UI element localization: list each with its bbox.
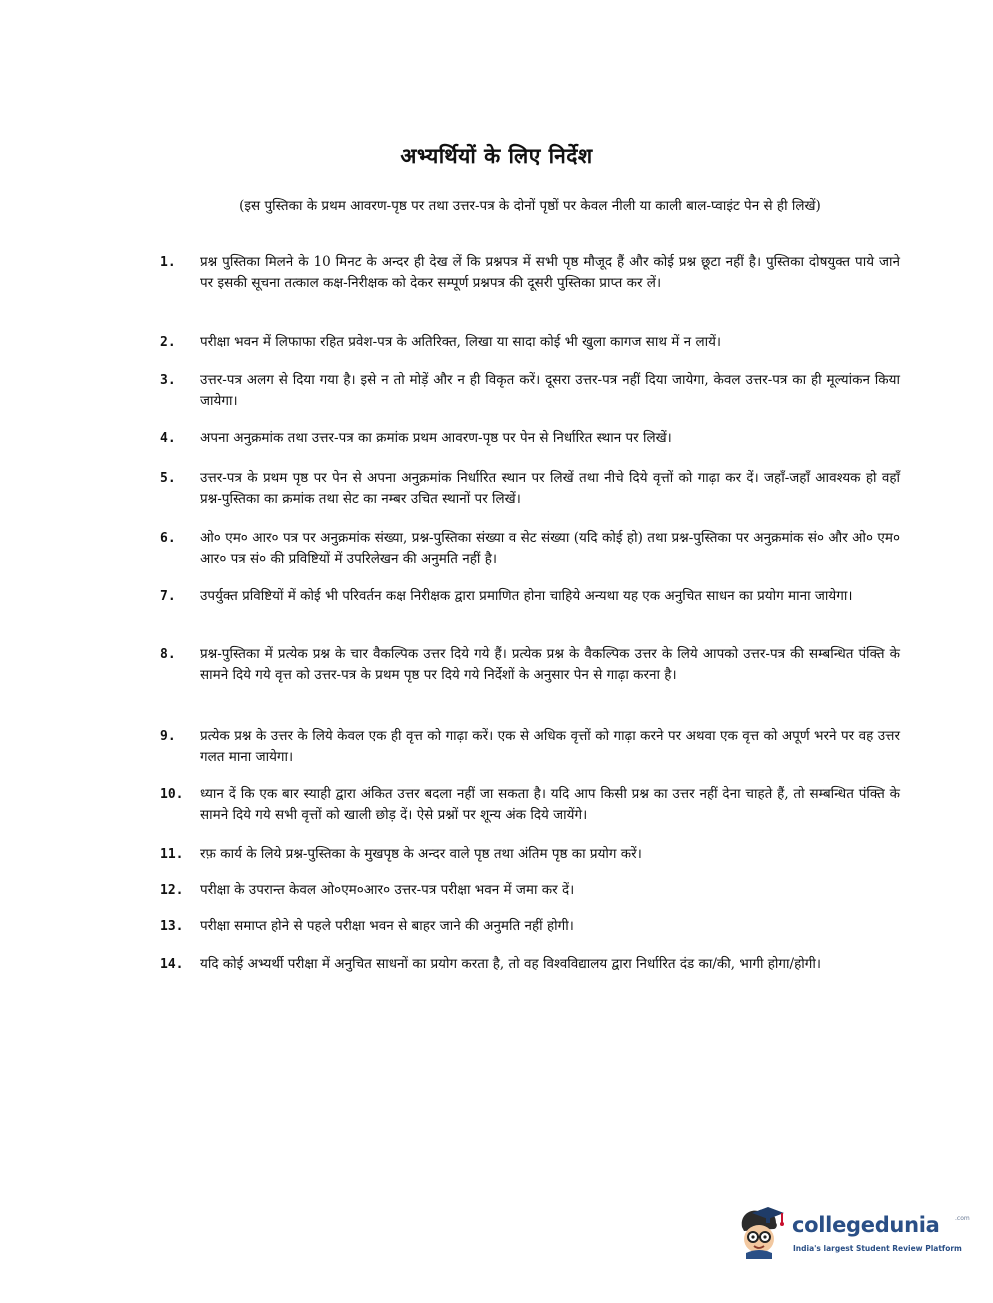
instruction-item-5 (160, 468, 900, 510)
item-number: 2. (160, 335, 176, 350)
item-text: प्रश्न-पुस्तिका में प्रत्येक प्रश्न के चार वैकल्पिक उत्तर दिये गये हैं। प्रत्येक प्रश्न के वैकल्पिक उत्तर के लिये आपको उत्तर-पत्र की सम्बन्धित पंक्ति के सामने दिये गये वृत्त को उत्तर-पत्र के प्रथम पृष्ठ पर दिये गये निर्देशों के अनुसार पेन से गाढ़ा करना है। (200, 646, 900, 683)
item-number: 8. (160, 647, 176, 662)
page-subtitle: (इस पुस्तिका के प्रथम आवरण-पृष्ठ पर तथा उत्तर-पत्र के दोनों पृष्ठों पर केवल नीली या काली बाल-प्वाइंट पेन से ही लिखें) (239, 198, 821, 214)
instruction-item-12 (160, 880, 900, 901)
instruction-item-10 (160, 784, 900, 826)
item-number: 5. (160, 471, 176, 486)
instruction-item-11 (160, 844, 900, 865)
brand-tagline: India's largest Student Review Platform (793, 1244, 962, 1253)
item-text: ओ० एम० आर० पत्र पर अनुक्रमांक संख्या, प्रश्न-पुस्तिका संख्या व सेट संख्या (यदि कोई हो) तथा प्रश्न-पुस्तिका पर अनुक्रमांक सं० और ओ० एम० आर० पत्र सं० की प्रविष्टियों में उपरिलेखन की अनुमति नहीं है। (200, 530, 900, 567)
item-text: उत्तर-पत्र अलग से दिया गया है। इसे न तो मोड़ें और न ही विकृत करें। दूसरा उत्तर-पत्र नहीं दिया जायेगा, केवल उत्तर-पत्र का ही मूल्यांकन किया जायेगा। (200, 372, 900, 409)
item-text: परीक्षा के उपरान्त केवल ओ०एम०आर० उत्तर-पत्र परीक्षा भवन में जमा कर दें। (200, 882, 575, 898)
instruction-item-6 (160, 528, 900, 570)
item-text: उपर्युक्त प्रविष्टियों में कोई भी परिवर्तन कक्ष निरीक्षक द्वारा प्रमाणित होना चाहिये अन्यथा यह एक अनुचित साधन का प्रयोग माना जायेगा। (200, 588, 853, 604)
item-text: परीक्षा भवन में लिफाफा रहित प्रवेश-पत्र के अतिरिक्त, लिखा या सादा कोई भी खुला कागज साथ में न लायें। (200, 334, 722, 350)
item-number: 3. (160, 373, 176, 388)
mascot-graduate-icon (732, 1203, 788, 1259)
item-text: परीक्षा समाप्त होने से पहले परीक्षा भवन से बाहर जाने की अनुमति नहीं होगी। (200, 918, 574, 934)
item-text: रफ़ कार्य के लिये प्रश्न-पुस्तिका के मुखपृष्ठ के अन्दर वाले पृष्ठ तथा अंतिम पृष्ठ का प्रयोग करें। (200, 846, 642, 862)
item-text: प्रश्न पुस्तिका मिलने के 10 मिनट के अन्दर ही देख लें कि प्रश्नपत्र में सभी पृष्ठ मौजूद हैं और कोई प्रश्न छूटा नहीं है। पुस्तिका दोषयुक्त पाये जाने पर इसकी सूचना तत्काल कक्ष-निरीक्षक को देकर सम्पूर्ण प्रश्नपत्र की दूसरी पुस्तिका प्राप्त कर लें। (200, 254, 900, 291)
instruction-item-7 (160, 586, 900, 607)
item-text: अपना अनुक्रमांक तथा उत्तर-पत्र का क्रमांक प्रथम आवरण-पृष्ठ पर पेन से निर्धारित स्थान पर लिखें। (200, 430, 672, 446)
item-number: 11. (160, 847, 184, 862)
brand-suffix: .com (955, 1215, 970, 1222)
instruction-item-2 (160, 332, 900, 353)
instruction-item-13 (160, 916, 900, 937)
page-title: अभ्यर्थियों के लिए निर्देश (400, 143, 593, 168)
item-number: 10. (160, 787, 184, 802)
item-number: 1. (160, 255, 176, 270)
brand-watermark (732, 1203, 972, 1263)
item-number: 7. (160, 589, 176, 604)
item-text: प्रत्येक प्रश्न के उत्तर के लिये केवल एक ही वृत्त को गाढ़ा करें। एक से अधिक वृत्तों को गाढ़ा करने पर अथवा एक वृत्त को अपूर्ण भरने पर वह उत्तर गलत माना जायेगा। (200, 728, 900, 765)
item-number: 4. (160, 431, 176, 446)
instruction-item-8 (160, 644, 900, 686)
item-number: 12. (160, 883, 184, 898)
item-number: 14. (160, 957, 184, 972)
item-text: उत्तर-पत्र के प्रथम पृष्ठ पर पेन से अपना अनुक्रमांक निर्धारित स्थान पर लिखें तथा नीचे दिये वृत्तों को गाढ़ा कर दें। जहाँ-जहाँ आवश्यक हो वहाँ प्रश्न-पुस्तिका का क्रमांक तथा सेट का नम्बर उचित स्थानों पर लिखें। (200, 470, 900, 507)
item-number: 6. (160, 531, 176, 546)
instruction-item-1 (160, 252, 900, 294)
item-number: 13. (160, 919, 184, 934)
item-text: ध्यान दें कि एक बार स्याही द्वारा अंकित उत्तर बदला नहीं जा सकता है। यदि आप किसी प्रश्न का उत्तर नहीं देना चाहते हैं, तो सम्बन्धित पंक्ति के सामने दिये गये सभी वृत्तों को खाली छोड़ दें। ऐसे प्रश्नों पर शून्य अंक दिये जायेंगे। (200, 786, 900, 823)
instruction-item-3 (160, 370, 900, 412)
item-number: 9. (160, 729, 176, 744)
brand-name: collegedunia (792, 1213, 940, 1237)
item-text: यदि कोई अभ्यर्थी परीक्षा में अनुचित साधनों का प्रयोग करता है, तो वह विश्वविद्यालय द्वारा निर्धारित दंड का/की, भागी होगा/होगी। (200, 956, 821, 972)
instruction-item-4 (160, 428, 900, 449)
instruction-item-9 (160, 726, 900, 768)
instruction-item-14 (160, 954, 900, 975)
